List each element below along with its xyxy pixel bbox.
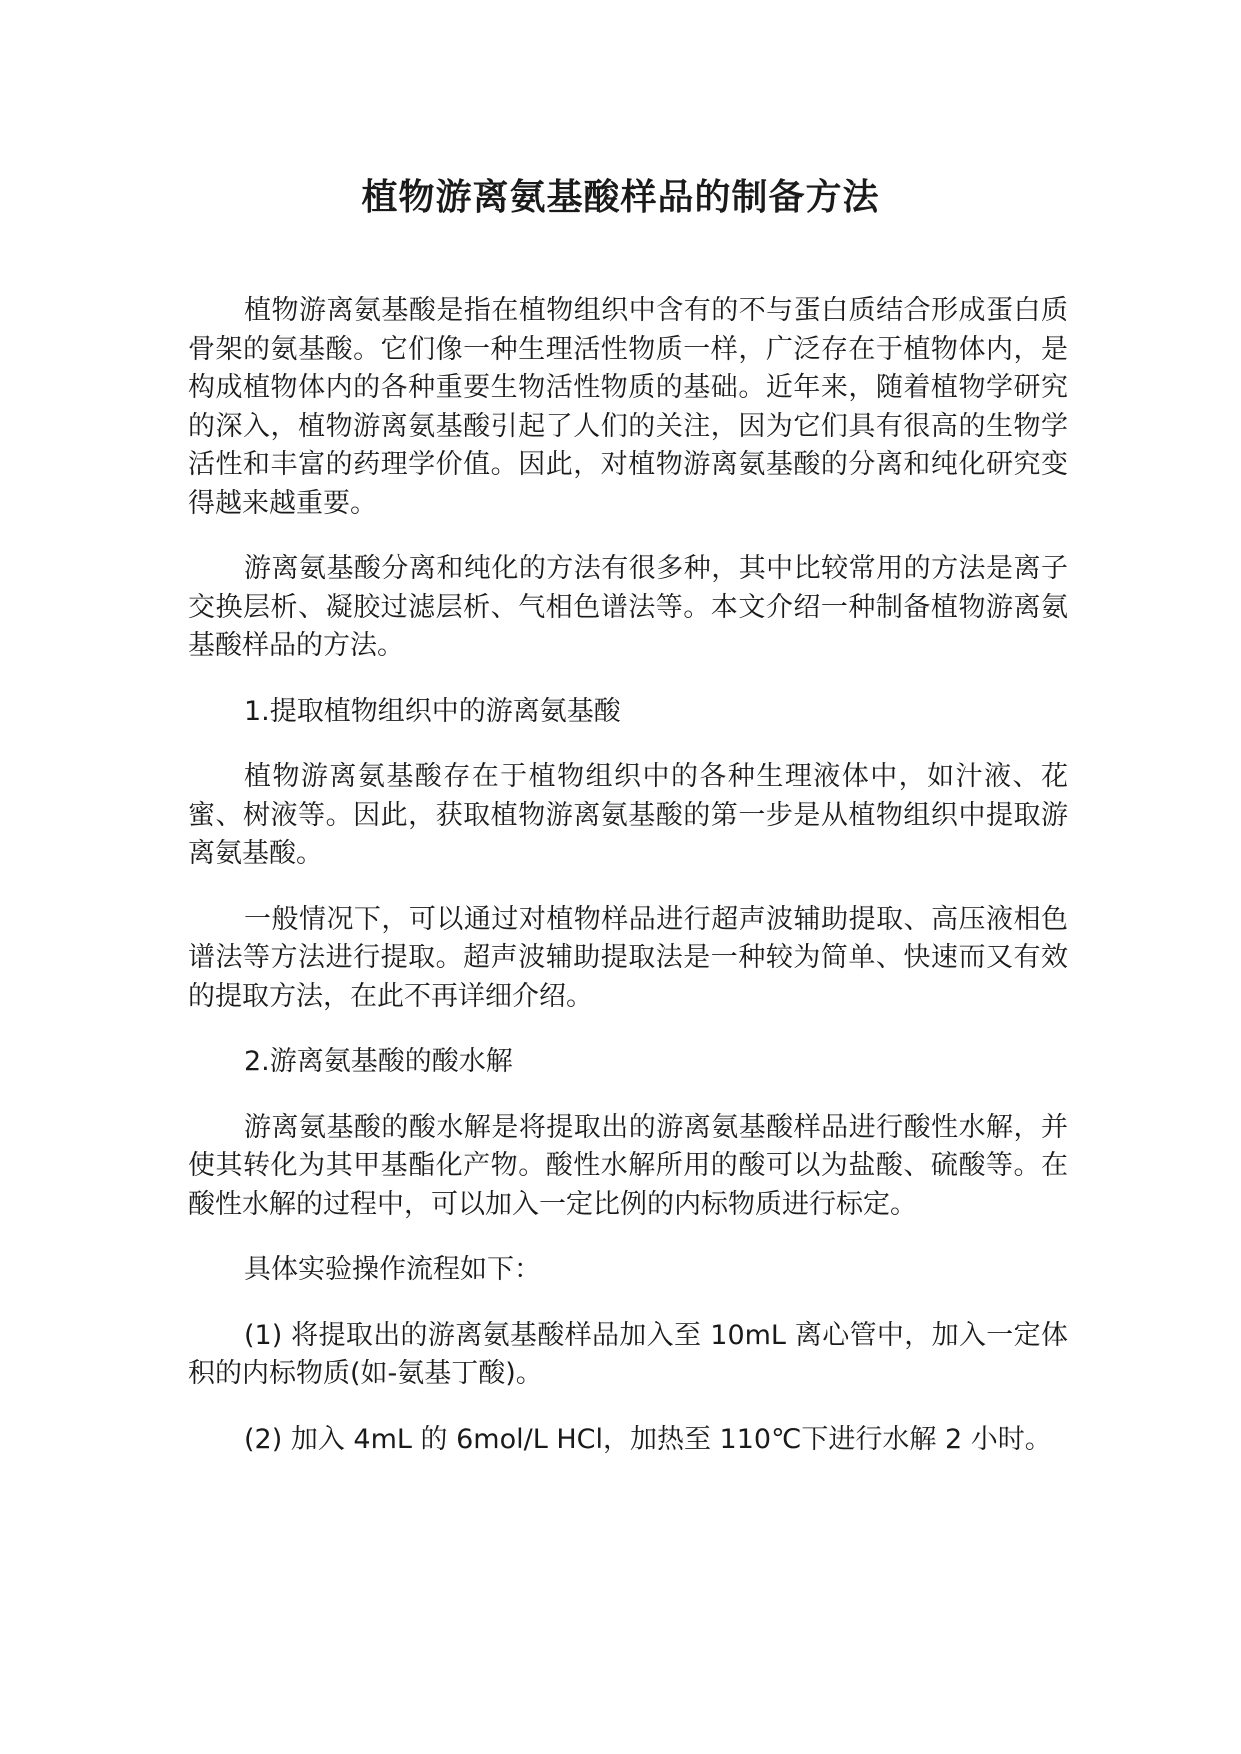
procedure-step-2: (2) 加入 4mL 的 6mol/L HCl，加热至 110℃下进行水解 2 小时。 xyxy=(244,1423,1052,1455)
paragraph-acid-hydrolysis: 游离氨基酸的酸水解是将提取出的游离氨基酸样品进行酸性水解，并使其转化为其甲基酯化产物。酸性水解所用的酸可以为盐酸、硫酸等。在酸性水解的过程中，可以加入一定比例的内标物质进行标定。 xyxy=(188,1111,1068,1220)
document-title: 植物游离氨基酸样品的制备方法 xyxy=(361,177,880,218)
section-heading-2: 2.游离氨基酸的酸水解 xyxy=(244,1046,513,1077)
paragraph-intro: 植物游离氨基酸是指在植物组织中含有的不与蛋白质结合形成蛋白质骨架的氨基酸。它们像一种生理活性物质一样，广泛存在于植物体内，是构成植物体内的各种重要生物活性物质的基础。近年来，随着植物学研究的深入，植物游离氨基酸引起了人们的关注，因为它们具有很高的生物学活性和丰富的药理学价值。因此，对植物游离氨基酸的分离和纯化研究变得越来越重要。 xyxy=(188,295,1068,519)
procedure-heading: 具体实验操作流程如下： xyxy=(244,1254,541,1285)
document-body xyxy=(188,292,1068,1486)
section-heading-1: 1.提取植物组织中的游离氨基酸 xyxy=(244,695,621,727)
paragraph-extraction-methods: 一般情况下，可以通过对植物样品进行超声波辅助提取、高压液相色谱法等方法进行提取。超声波辅助提取法是一种较为简单、快速而又有效的提取方法，在此不再详细介绍。 xyxy=(188,903,1068,1012)
procedure-step-1: (1) 将提取出的游离氨基酸样品加入至 10mL 离心管中，加入一定体积的内标物质(如-氨基丁酸)。 xyxy=(188,1319,1068,1389)
paragraph-extraction-source: 植物游离氨基酸存在于植物组织中的各种生理液体中，如汁液、花蜜、树液等。因此，获取植物游离氨基酸的第一步是从植物组织中提取游离氨基酸。 xyxy=(188,761,1068,869)
paragraph-methods-overview: 游离氨基酸分离和纯化的方法有很多种，其中比较常用的方法是离子交换层析、凝胶过滤层析、气相色谱法等。本文介绍一种制备植物游离氨基酸样品的方法。 xyxy=(188,553,1068,661)
